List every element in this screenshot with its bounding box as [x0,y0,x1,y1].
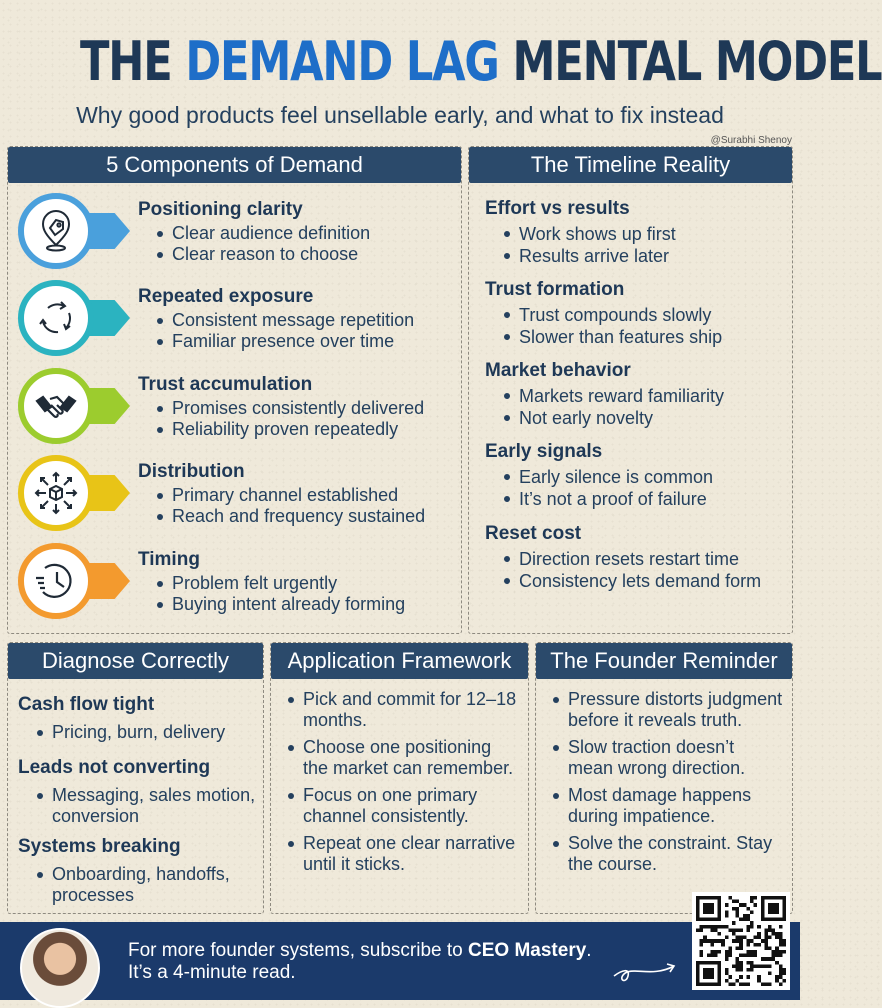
component-title: Positioning clarity [138,199,303,220]
timeline-item-title: Market behavior [485,360,631,381]
title-part-2: MENTAL MODEL [512,30,882,93]
component-bullets [150,398,424,440]
bullet: Reach and frequency sustained [150,506,425,527]
timeline-item [485,278,785,348]
timeline-bullets [485,304,785,348]
bullet: Problem felt urgently [150,573,405,594]
timeline-bullets [485,548,785,592]
timeline-bullets [485,223,785,267]
diagnose-item [18,835,268,906]
bullet: Consistency lets demand form [497,570,785,592]
component-title: Timing [138,549,200,570]
bullet: Primary channel established [150,485,425,506]
diagnose-panel [7,642,264,914]
components-heading: 5 Components of Demand [8,147,461,183]
author-avatar [20,928,100,1008]
bullet: Slower than features ship [497,326,785,348]
diagnose-item [18,693,268,743]
timeline-item [485,440,785,510]
bullet: Most damage happens during impatience. [546,785,784,827]
cycle-arrows-icon [18,280,94,356]
component-item [8,189,463,273]
qr-code-icon [696,896,786,986]
bullet: Pressure distorts judgment before it reveals truth. [546,689,784,731]
reminder-panel [535,642,793,914]
timeline-bullets [485,466,785,510]
clock-icon [18,543,94,619]
bullet: Results arrive later [497,245,785,267]
bullet: Early silence is common [497,466,785,488]
components-panel [7,146,462,634]
bullet: Familiar presence over time [150,331,414,352]
timeline-item [485,197,785,267]
component-title: Repeated exposure [138,286,314,307]
reminder-bullets [546,689,784,881]
bullet: Messaging, sales motion, conversion [30,785,268,827]
component-item [8,539,463,623]
component-title: Distribution [138,461,245,482]
framework-heading: Application Framework [271,643,528,679]
bullet: Promises consistently delivered [150,398,424,419]
bullet: It’s not a proof of failure [497,488,785,510]
handshake-icon [18,368,94,444]
page-subtitle: Why good products feel unsellable early, and what to fix instead [76,102,724,128]
diagnose-item-title: Leads not converting [18,757,211,778]
framework-panel [270,642,529,914]
bullet: Trust compounds slowly [497,304,785,326]
bullet: Buying intent already forming [150,594,405,615]
diagnose-bullets [18,722,268,743]
timeline-item-title: Reset cost [485,523,582,544]
component-bullets [150,573,405,615]
footer-text-before: For more founder systems, subscribe to [128,940,469,961]
bullet: Focus on one primary channel consistently. [281,785,521,827]
footer-cta[interactable] [128,940,592,984]
timeline-heading: The Timeline Reality [469,147,792,183]
timeline-panel [468,146,793,634]
component-item [8,364,463,448]
bullet: Slow traction doesn’t mean wrong direction. [546,737,784,779]
bullet: Clear audience definition [150,223,370,244]
timeline-item [485,359,785,429]
diagnose-item-title: Cash flow tight [18,694,155,715]
bullet: Pricing, burn, delivery [30,722,268,743]
title-accent: DEMAND LAG [185,30,499,93]
diagnose-heading: Diagnose Correctly [8,643,263,679]
footer-line-2: It’s a 4-minute read. [128,962,296,983]
bullet: Reliability proven repeatedly [150,419,424,440]
footer-line-1 [128,940,592,962]
qr-code[interactable] [692,892,790,990]
page-title [80,24,882,100]
author-credit: @Surabhi Shenoy [710,135,792,146]
component-bullets [150,485,425,527]
component-title: Trust accumulation [138,374,313,395]
bullet: Onboarding, handoffs, processes [30,864,268,906]
diagnose-bullets [18,864,268,906]
bullet: Direction resets restart time [497,548,785,570]
title-part-1: THE [80,30,172,93]
curly-arrow-icon [612,952,682,986]
bullet: Repeat one clear narrative until it sticks. [281,833,521,875]
bullet: Not early novelty [497,407,785,429]
location-tag-icon [18,193,94,269]
footer-text-after: . [586,940,592,961]
reminder-heading: The Founder Reminder [536,643,792,679]
bullet: Markets reward familiarity [497,385,785,407]
bullet: Clear reason to choose [150,244,370,265]
diagnose-item [18,756,268,827]
bullet: Solve the constraint. Stay the course. [546,833,784,875]
bullet: Choose one positioning the market can remember. [281,737,521,779]
diagnose-item-title: Systems breaking [18,836,181,857]
component-item [8,451,463,535]
bullet: Pick and commit for 12–18 months. [281,689,521,731]
timeline-item-title: Effort vs results [485,198,630,219]
footer-brand[interactable]: CEO Mastery [468,940,587,961]
timeline-item-title: Early signals [485,441,603,462]
component-bullets [150,223,370,265]
component-item [8,276,463,360]
timeline-item-title: Trust formation [485,279,625,300]
timeline-bullets [485,385,785,429]
framework-bullets [281,689,521,881]
bullet: Work shows up first [497,223,785,245]
bullet: Consistent message repetition [150,310,414,331]
timeline-item [485,522,785,592]
box-distribution-icon [18,455,94,531]
component-bullets [150,310,414,352]
diagnose-bullets [18,785,268,827]
